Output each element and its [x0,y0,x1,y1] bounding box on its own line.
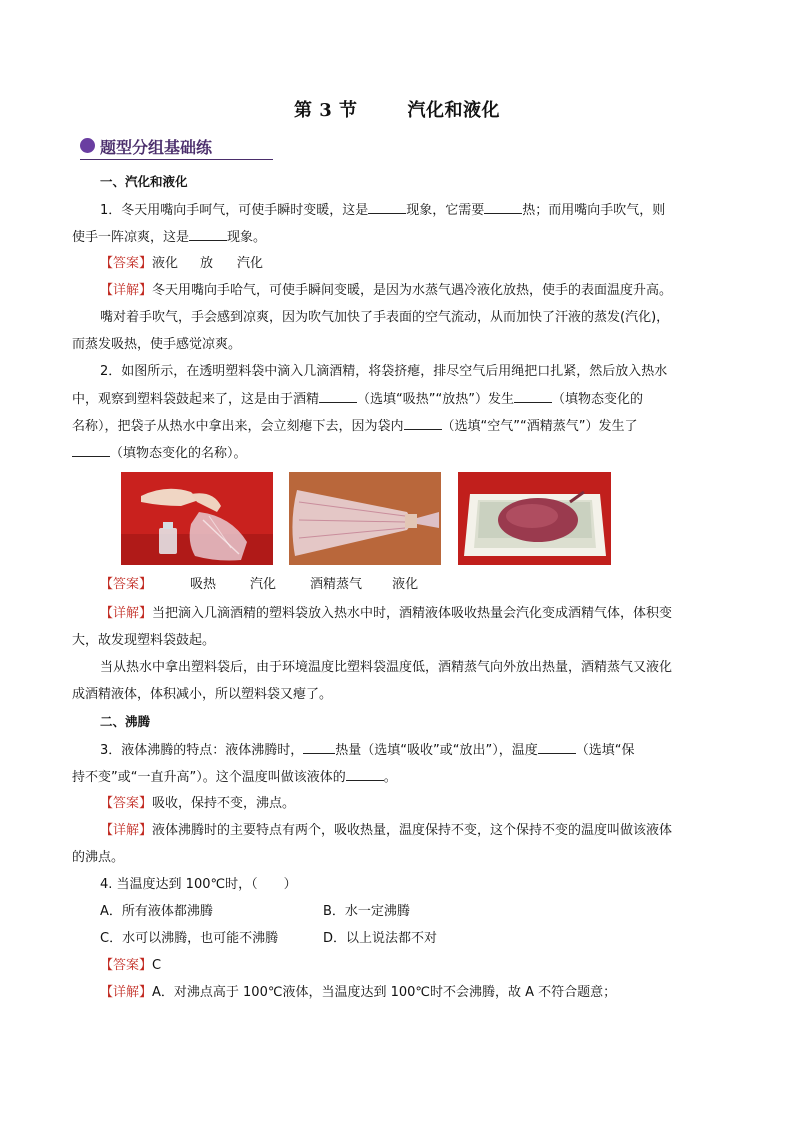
bullet-dot-icon [80,138,95,153]
page-title [0,96,794,122]
q4-option-a: A．所有液体都沸腾 [100,904,213,919]
q1-detail-3: 而蒸发吸热，使手感觉凉爽。 [72,337,242,352]
q2-line-3: 名称），把袋子从热水中拿出来，会立刻瘪下去，因为袋内 （选填“空气”“酒精蒸气”）发生了 [72,416,637,437]
q4-detail-1: 【详解】A．对沸点高于 100℃液体，当温度达到 100℃时不会沸腾，故 A 不符合题意； [100,985,617,1000]
q3-detail-2: 的沸点。 [72,850,125,865]
experiment-photos [121,472,611,565]
answer-blank [484,200,522,214]
detail-tag: 【详解】 [100,283,153,298]
answer-blank [346,767,384,781]
answer-blank [189,227,227,241]
answer-blank [514,389,552,403]
q4-option-b: B．水一定沸腾 [323,904,410,919]
section-heading [80,135,273,160]
answer-blank [538,740,576,754]
subsection-title-2: 二、沸腾 [100,714,151,729]
q2-line-4: （填物态变化的名称）。 [72,443,247,464]
q4-stem: 4. 当温度达到 100℃时，（ ） [100,877,297,892]
q4-option-d: D．以上说法都不对 [323,931,438,946]
answer-tag: 【答案】 [100,796,153,811]
answer-blank [303,740,335,754]
answer-tag: 【答案】 [100,577,153,592]
q2-line-2: 中，观察到塑料袋鼓起来了，这是由于酒精 （选填“吸热”“放热”）发生 （填物态变化的 [72,389,643,410]
q1-detail-2: 嘴对着手吹气，手会感到凉爽，因为吹气加快了手表面的空气流动，从而加快了汗液的蒸发(汽化)， [100,310,670,325]
q1-line-1: 1．冬天用嘴向手呵气，可使手瞬时变暖，这是 现象，它需要 热；而用嘴向手吹气，则 [100,200,665,221]
q3-line-2: 持不变”或“一直升高”）。这个温度叫做该液体的 。 [72,767,397,788]
subsection-title-1: 一、汽化和液化 [100,174,188,189]
q3-detail-1: 【详解】液体沸腾时的主要特点有两个，吸收热量，温度保持不变，这个保持不变的温度叫做该液体 [100,823,673,838]
answer-blank [404,416,442,430]
q2-detail-3: 当从热水中拿出塑料袋后，由于环境温度比塑料袋温度低，酒精蒸气向外放出热量，酒精蒸气又液化 [100,660,673,675]
detail-tag: 【详解】 [100,606,153,621]
q1-answer: 【答案】液化 放 汽化 [100,254,263,274]
q1-line-2: 使手一阵凉爽，这是 现象。 [72,227,266,248]
photo-tied-bag [289,472,441,565]
answer-tag: 【答案】 [100,958,153,973]
section-name: 汽化和液化 [407,100,501,121]
section-heading-label: 题型分组基础练 [100,138,213,157]
q2-detail-1: 【详解】当把滴入几滴酒精的塑料袋放入热水中时，酒精液体吸收热量会汽化变成酒精气体，体积变 [100,606,673,621]
answer-blank [319,389,357,403]
detail-tag: 【详解】 [100,823,153,838]
q3-line-1: 3．液体沸腾的特点：液体沸腾时， 热量（选填“吸收”或“放出”），温度 （选填“保 [100,740,634,761]
q4-option-c: C．水可以沸腾，也可能不沸腾 [100,931,279,946]
section-number: 第 3 节 [293,100,358,121]
q2-line-1: 2．如图所示，在透明塑料袋中滴入几滴酒精，将袋挤瘪，排尽空气后用绳把口扎紧，然后放入热水 [100,364,668,379]
q3-answer: 【答案】吸收，保持不变，沸点。 [100,796,296,811]
detail-tag: 【详解】 [100,985,153,1000]
answer-blank [368,200,406,214]
answer-tag: 【答案】 [100,256,153,271]
q2-answer: 【答案】 吸热 汽化 酒精蒸气 液化 [100,575,418,595]
photo-bag-in-hot-water [458,472,611,565]
q2-detail-2: 大，故发现塑料袋鼓起。 [72,633,216,648]
q2-detail-4: 成酒精液体，体积减小，所以塑料袋又瘪了。 [72,687,333,702]
photo-bag-with-alcohol [121,472,273,565]
q4-answer: 【答案】C [100,958,162,973]
answer-blank [72,443,110,457]
q1-detail-1: 【详解】冬天用嘴向手哈气，可使手瞬间变暖，是因为水蒸气遇冷液化放热，使手的表面温度升高。 [100,283,673,298]
